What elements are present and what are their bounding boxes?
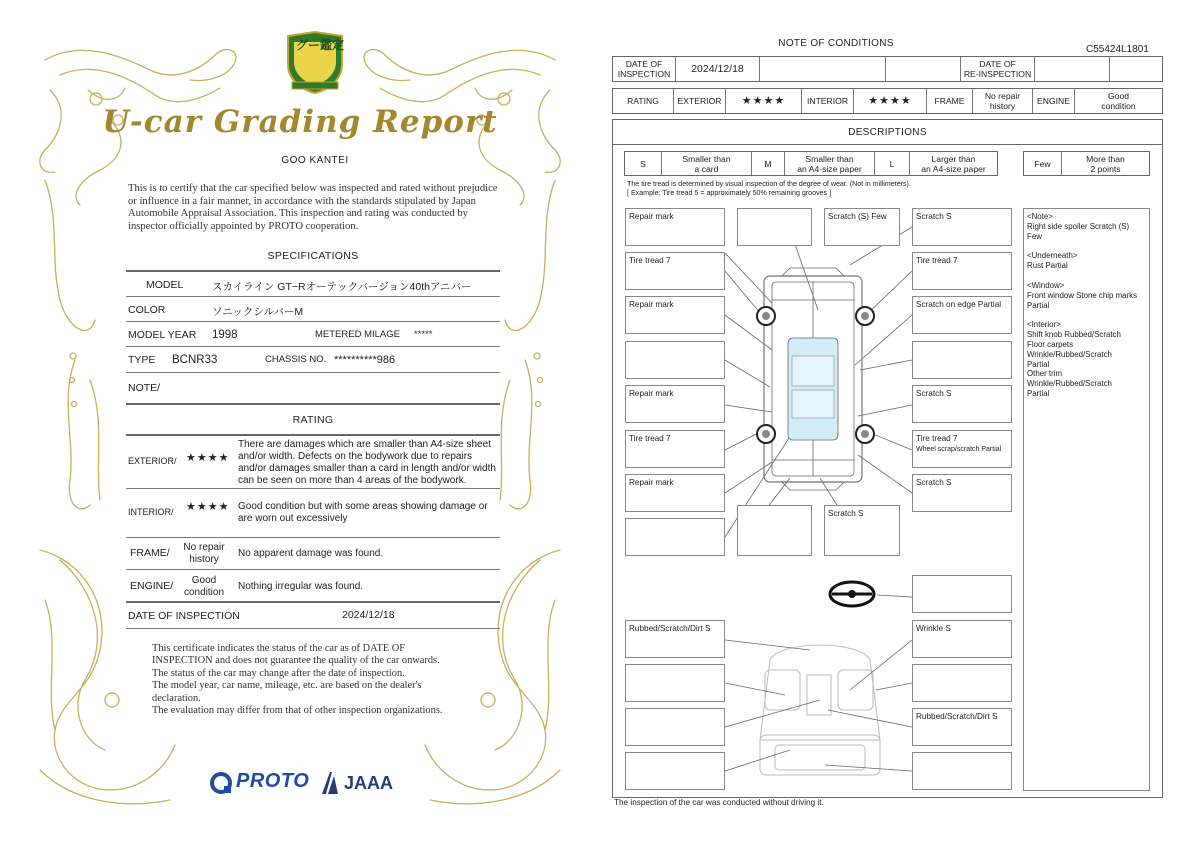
divider: [126, 372, 500, 373]
divider: [126, 270, 500, 272]
color-label: COLOR: [128, 304, 166, 316]
note-line: Shift knob Rubbed/Scratch: [1027, 330, 1121, 340]
footer-line: This certificate indicates the status of the car as of DATE OF: [152, 643, 406, 654]
left-box: Repair mark: [625, 296, 725, 334]
frame-header: FRAME: [927, 89, 973, 113]
model-value: スカイライン GT−Rオーテックバージョン40thアニバー: [212, 281, 472, 293]
exterior-description: There are damages which are smaller than A4-size sheet and/or width. Defects on the bodywork due to repairs and/or damages smaller than a card in length and/or width can be seen on more than 4 areas of the bodywork.: [238, 439, 496, 486]
left-box: [625, 518, 725, 556]
tread-note-line1: The tire tread is determined by visual inspection of the degree of wear. (Not in millimeters).: [627, 180, 911, 188]
certificate-subtitle: GOO KANTEI: [281, 155, 349, 166]
interior-label: INTERIOR/: [128, 507, 174, 517]
underneath-group: [1027, 251, 1146, 271]
model-year-label: MODEL YEAR: [128, 329, 197, 341]
rating-heading: RATING: [292, 414, 334, 426]
left-box: Repair mark: [625, 474, 725, 512]
footer-line: INSPECTION and does not guarantee the quality of the car onwards.: [152, 655, 440, 667]
note-line: Rust Partial: [1027, 261, 1068, 271]
jaaa-logo-icon: [320, 770, 340, 796]
descriptions-heading: DESCRIPTIONS: [613, 120, 1162, 145]
interior-header: INTERIOR: [802, 89, 854, 113]
legend-s-line1: Smaller than: [682, 153, 731, 164]
proto-logo-text: PROTO: [236, 770, 310, 792]
right-box: [912, 341, 1012, 379]
engine-value-line2: condition: [183, 587, 225, 598]
legend-m: M: [752, 152, 785, 175]
divider: [126, 321, 500, 322]
steering-wheel-icon: [830, 582, 874, 606]
frame-value-line2: history: [189, 554, 219, 565]
date-header-line1: DATE OF: [625, 59, 663, 69]
date-of-inspection-cell: 2024/12/18: [676, 57, 760, 81]
interior-right-box: [912, 752, 1012, 790]
jaaa-logo-text: JAAA: [344, 773, 394, 793]
proto-logo-icon: [210, 772, 234, 794]
interior-right-box: [912, 664, 1012, 702]
bottom-center-box: Scratch S: [824, 505, 900, 556]
note-heading: <Interior>: [1027, 320, 1061, 330]
engine-label: ENGINE/: [130, 580, 174, 592]
interior-description: Good condition but with some areas showing damage or are worn out excessively: [238, 501, 488, 524]
exterior-label: EXTERIOR/: [128, 456, 177, 466]
interior-right-box: Rubbed/Scratch/Dirt S: [912, 708, 1012, 746]
divider: [126, 537, 500, 538]
interior-stars: ★★★★: [854, 89, 927, 113]
right-box-tread-label: Tire tread 7: [916, 434, 958, 443]
engine-value-line1: Good: [191, 575, 217, 586]
frame-value-line2: history: [989, 101, 1016, 111]
metered-label: METERED MILAGE: [315, 329, 400, 340]
interior-left-box: [625, 664, 725, 702]
specifications-heading: SPECIFICATIONS: [267, 250, 359, 262]
reinspection-header-line1: DATE OF: [979, 59, 1016, 69]
note-heading: <Underneath>: [1027, 251, 1078, 261]
note-heading: <Note>: [1027, 212, 1053, 221]
note-line: Partial: [1027, 359, 1050, 369]
divider: [126, 296, 500, 297]
divider: [126, 569, 500, 570]
footer-line: declaration.: [152, 692, 201, 704]
engine-value: [176, 575, 232, 599]
top-left-center-box: [737, 208, 812, 246]
note-line: Wrinkle/Rubbed/Scratch: [1027, 379, 1112, 389]
divider: [126, 346, 500, 347]
legend-l-line2: an A4-size paper: [921, 163, 986, 174]
badge-text: グー鑑定: [296, 38, 345, 52]
legend-s-line2: a card: [694, 163, 719, 174]
type-value: BCNR33: [172, 354, 218, 366]
rating-header: RATING: [613, 89, 674, 113]
left-box: Repair mark: [625, 385, 725, 423]
note-group: [1027, 212, 1146, 241]
legend-l-line1: Larger than: [931, 153, 976, 164]
left-box: [625, 341, 725, 379]
divider: [126, 628, 500, 629]
legend-l: L: [875, 152, 910, 175]
divider: [126, 403, 500, 405]
legend-s: S: [625, 152, 662, 175]
divider: [126, 601, 500, 603]
left-box: Tire tread 7: [625, 430, 725, 468]
model-year-value: 1998: [212, 329, 238, 341]
footer-line: The status of the car may change after the date of inspection.: [152, 667, 405, 679]
legend-few-line1: More than: [1086, 153, 1125, 164]
steering-box: [912, 575, 1012, 613]
exterior-stars: ★★★★: [186, 452, 230, 464]
frame-value-line1: No repair: [984, 91, 1021, 101]
right-box: Scratch S: [912, 474, 1012, 512]
exterior-header: EXTERIOR: [674, 89, 726, 113]
metered-value: *****: [414, 329, 433, 340]
model-label: MODEL: [146, 279, 184, 291]
interior-left-box: Rubbed/Scratch/Dirt S: [625, 620, 725, 658]
legend-few-line2: 2 points: [1090, 163, 1121, 174]
note-line: Other trim: [1027, 369, 1063, 379]
engine-value-line2: condition: [1101, 101, 1136, 111]
engine-header: ENGINE: [1033, 89, 1075, 113]
footer-line: The evaluation may differ from that of other inspection organizations.: [152, 705, 443, 717]
engine-value-line1: Good: [1107, 91, 1130, 101]
note-line: Floor carpets: [1027, 339, 1074, 349]
right-box: Scratch S: [912, 385, 1012, 423]
divider: [126, 488, 500, 489]
right-box-tread: [912, 430, 1012, 468]
right-box: Tire tread 7: [912, 252, 1012, 290]
left-box: Repair mark: [625, 208, 725, 246]
note-heading: <Window>: [1027, 280, 1065, 290]
frame-label: FRAME/: [130, 547, 170, 559]
interior-stars: ★★★★: [186, 501, 230, 513]
exterior-stars: ★★★★: [726, 89, 802, 113]
interior-left-box: [625, 752, 725, 790]
top-center-box: Scratch (S) Few: [824, 208, 900, 246]
frame-value: [176, 542, 232, 566]
date-of-inspection-label: DATE OF INSPECTION: [128, 610, 240, 622]
divider: [126, 434, 500, 436]
certificate-intro: This is to certify that the car specified below was inspected and rated without prejudice or influence in a fair manner, in accordance with the standards stipulated by Japan Automobile Appraisal Association. This inspection and rating was conducted by inspector officially appointed by PROTO cooperation.: [128, 183, 498, 233]
type-label: TYPE: [128, 354, 156, 366]
right-box: Scratch S: [912, 208, 1012, 246]
right-box: Scratch on edge Partial: [912, 296, 1012, 334]
note-title: NOTE OF CONDITIONS: [778, 38, 894, 49]
reinspection-header-line2: RE-INSPECTION: [963, 69, 1032, 79]
note-line: Wrinkle/Rubbed/Scratch: [1027, 349, 1112, 359]
date-of-inspection-value: 2024/12/18: [342, 609, 395, 621]
report-code: C55424L1801: [1086, 44, 1149, 55]
frame-value-line1: No repair: [183, 542, 225, 553]
note-footer: The inspection of the car was conducted without driving it.: [614, 798, 824, 807]
notes-panel: [1023, 208, 1150, 791]
note-line: Partial: [1027, 388, 1050, 398]
note-line: Few: [1027, 231, 1042, 241]
date-header-line2: INSPECTION: [617, 69, 671, 79]
left-box: Tire tread 7: [625, 252, 725, 290]
note-label: NOTE/: [128, 382, 161, 394]
interior-right-box: Wrinkle S: [912, 620, 1012, 658]
certificate-title: U-car Grading Report: [102, 104, 498, 140]
interior-group: [1027, 320, 1146, 398]
engine-description: Nothing irregular was found.: [238, 581, 364, 592]
legend-m-line1: Smaller than: [805, 153, 854, 164]
note-line: Right side spoiler Scratch (S): [1027, 221, 1130, 231]
interior-diagram: [760, 645, 880, 775]
bottom-left-center-box: [737, 505, 812, 556]
certificate-footer: [152, 643, 492, 717]
interior-left-box: [625, 708, 725, 746]
note-line: Partial: [1027, 300, 1050, 310]
right-box-tread-sub: Wheel scrap/scratch Partial: [916, 446, 1002, 453]
legend-few: Few: [1024, 152, 1062, 175]
tread-note-line2: [ Example: Tire tread 5 = approximately 50% remaining grooves ]: [627, 189, 832, 197]
chassis-label: CHASSIS NO.: [265, 354, 327, 365]
frame-description: No apparent damage was found.: [238, 548, 384, 559]
note-of-conditions: [600, 0, 1200, 848]
window-group: [1027, 281, 1146, 310]
legend-m-line2: an A4-size paper: [797, 163, 862, 174]
color-value: ソニックシルバーM: [212, 306, 304, 318]
footer-line: The model year, car name, mileage, etc. are based on the dealer's: [152, 680, 422, 692]
note-line: Front window Stone chip marks: [1027, 290, 1138, 300]
chassis-value: **********986: [334, 354, 396, 366]
